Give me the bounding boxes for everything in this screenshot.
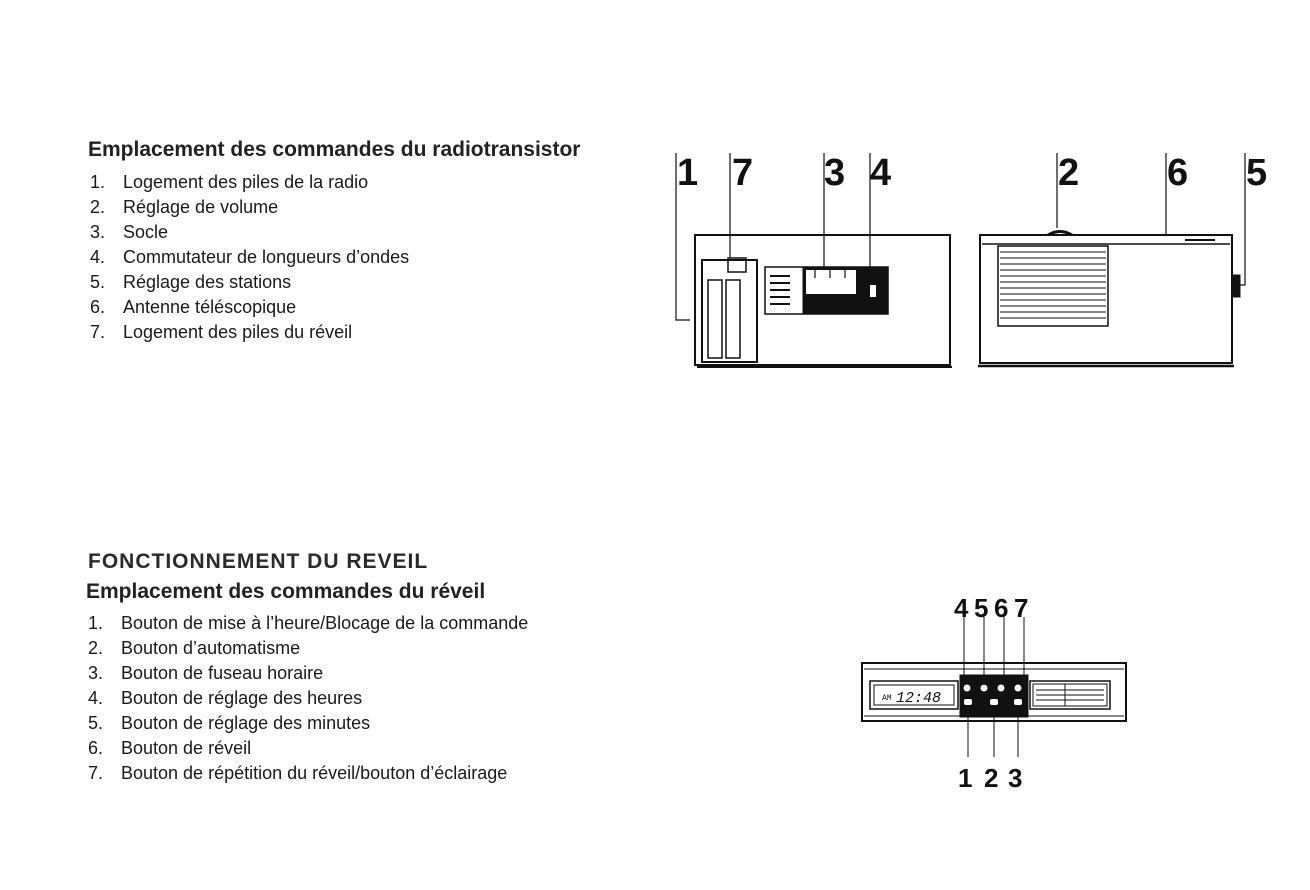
list-item: 1. Logement des piles de la radio (90, 172, 369, 192)
list-item: 4. Bouton de réglage des heures (88, 688, 363, 708)
list-item: 4. Commutateur de longueurs d’ondes (90, 247, 410, 267)
list-item: 1. Bouton de mise à l’heure/Blocage de la commande (88, 613, 529, 633)
time-set-lock-button (964, 699, 972, 705)
minute-set-button (981, 685, 988, 692)
list-item: 7. Bouton de répétition du réveil/bouton d’éclairage (88, 763, 508, 783)
alarm-controls-heading: Emplacement des commandes du réveil (86, 580, 486, 603)
radio-callout: 4 (870, 152, 892, 194)
alarm-section-title: FONCTIONNEMENT DU REVEIL (88, 550, 429, 573)
list-item: 7. Logement des piles du réveil (90, 322, 353, 342)
list-item: 5. Réglage des stations (90, 272, 292, 292)
radio-controls-heading: Emplacement des commandes du radiotransistor (88, 138, 581, 161)
clock-display: 12:48 (896, 690, 942, 707)
alarm-callout: 7 (1014, 593, 1029, 623)
radio-callout: 3 (824, 152, 846, 194)
radio-callout: 5 (1246, 152, 1268, 194)
list-item: 3. Socle (90, 222, 169, 242)
list-item: 3. Bouton de fuseau horaire (88, 663, 324, 683)
list-item: 2. Réglage de volume (90, 197, 279, 217)
alarm-callout: 4 (954, 593, 969, 623)
alarm-callout: 1 (958, 763, 973, 793)
radio-callout: 2 (1058, 152, 1080, 194)
alarm-callout: 2 (984, 763, 999, 793)
snooze-light-button (1015, 685, 1022, 692)
radio-callout: 7 (732, 152, 754, 194)
list-item: 6. Antenne téléscopique (90, 297, 297, 317)
radio-front-view (978, 232, 1240, 367)
alarm-callout: 3 (1008, 763, 1023, 793)
alarm-callout: 6 (994, 593, 1009, 623)
list-item: 2. Bouton d’automatisme (88, 638, 301, 658)
automatic-button (990, 699, 998, 705)
radio-callout: 6 (1167, 152, 1189, 194)
hour-set-button (964, 685, 971, 692)
alarm-controls-list (88, 611, 528, 786)
alarm-button (998, 685, 1005, 692)
radio-diagram (660, 140, 1280, 375)
alarm-clock-diagram (850, 585, 1140, 800)
radio-callout: 1 (677, 152, 699, 194)
radio-controls-list (90, 170, 409, 345)
time-zone-button (1014, 699, 1022, 705)
alarm-callout: 5 (974, 593, 989, 623)
list-item: 5. Bouton de réglage des minutes (88, 713, 371, 733)
list-item: 6. Bouton de réveil (88, 738, 252, 758)
alarm-indicator: AM (882, 694, 892, 703)
radio-leader-lines (676, 153, 1245, 320)
